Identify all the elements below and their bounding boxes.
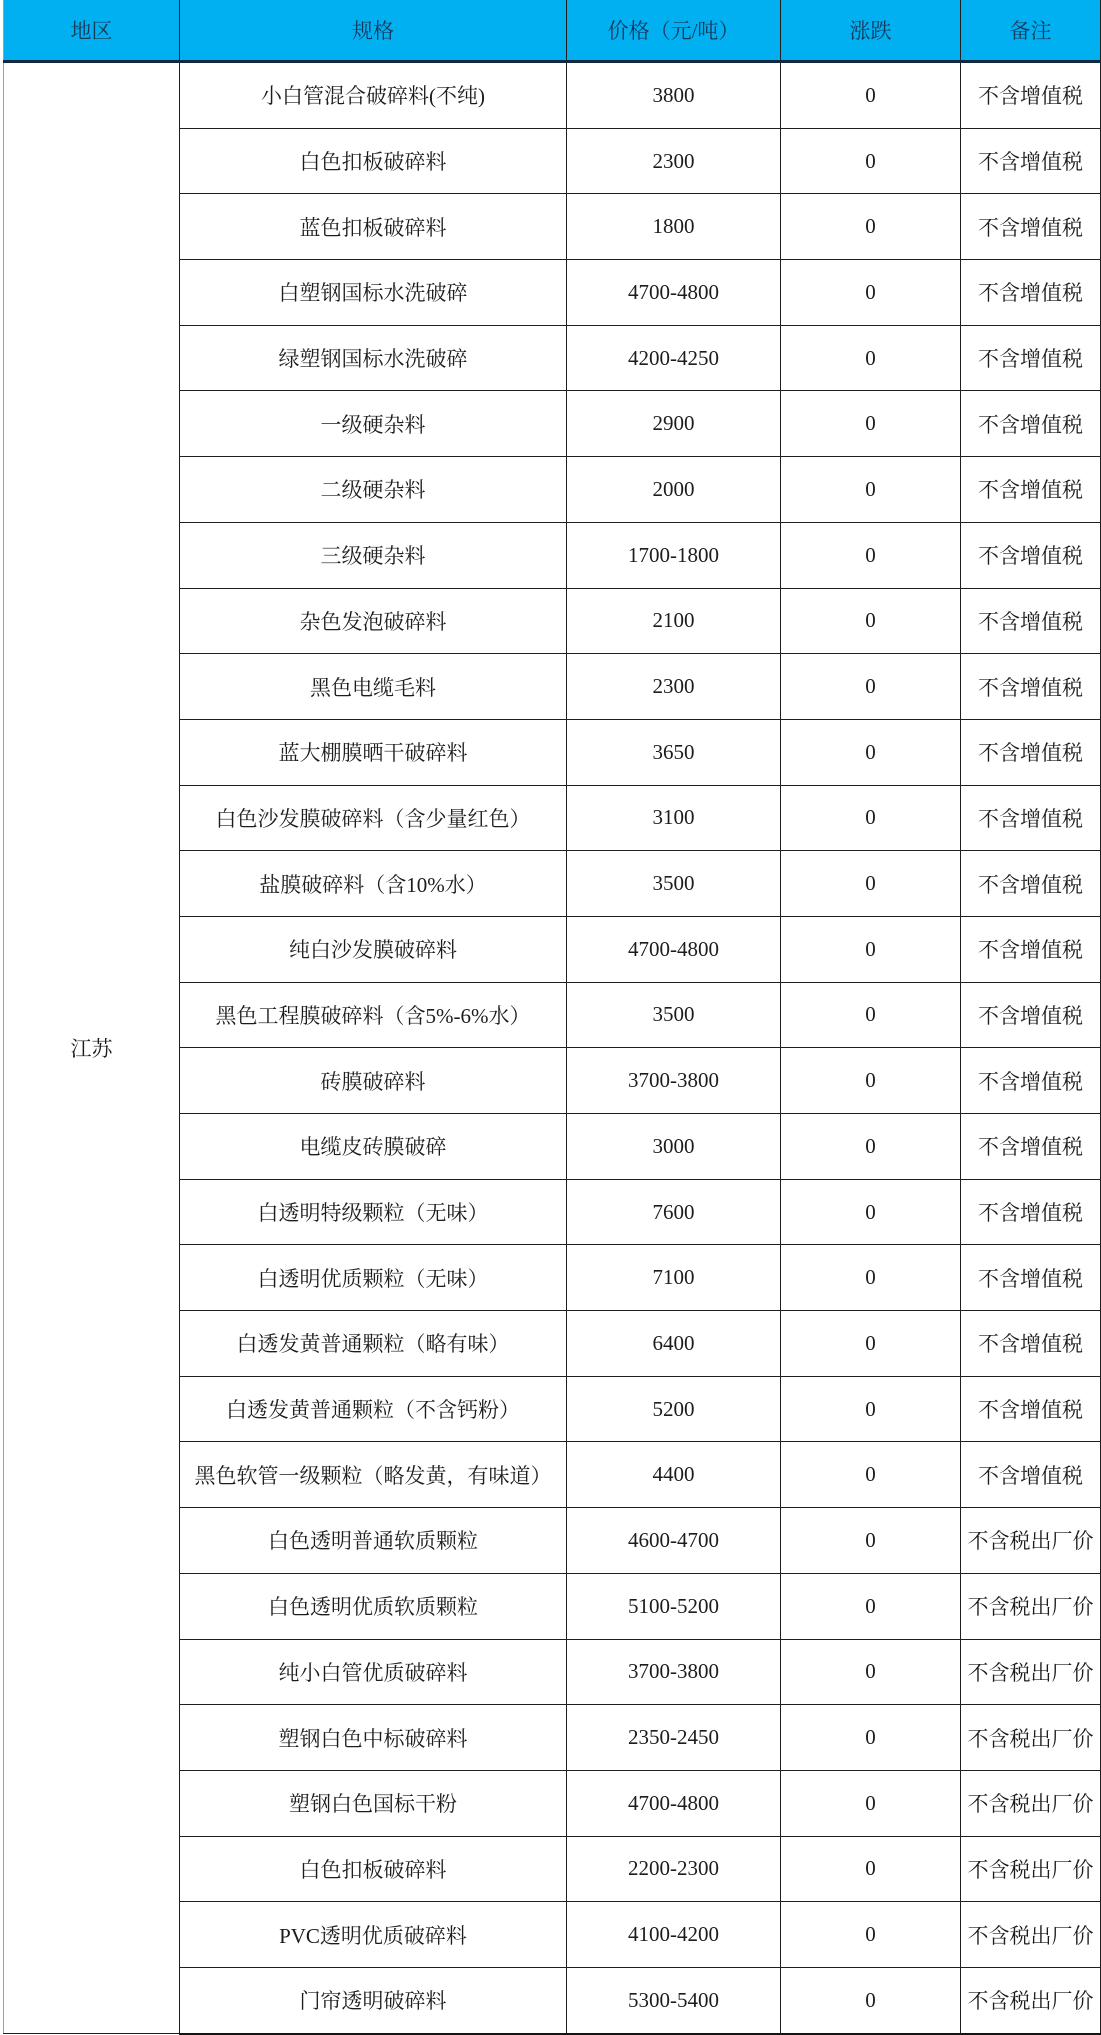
- note-cell: 不含增值税: [961, 1376, 1101, 1442]
- spec-cell: 纯小白管优质破碎料: [180, 1639, 567, 1705]
- price-cell: 3000: [567, 1114, 781, 1180]
- region-cell: 江苏: [4, 62, 180, 2034]
- change-cell: 0: [781, 1639, 961, 1705]
- spec-cell: 小白管混合破碎料(不纯): [180, 62, 567, 129]
- note-cell: 不含增值税: [961, 194, 1101, 260]
- price-cell: 3700-3800: [567, 1048, 781, 1114]
- spec-cell: 盐膜破碎料（含10%水）: [180, 851, 567, 917]
- price-cell: 5100-5200: [567, 1573, 781, 1639]
- spec-cell: 白色扣板破碎料: [180, 128, 567, 194]
- spec-cell: 黑色工程膜破碎料（含5%-6%水）: [180, 982, 567, 1048]
- change-cell: 0: [781, 522, 961, 588]
- table-body: [4, 62, 1101, 2034]
- price-cell: 4700-4800: [567, 1770, 781, 1836]
- change-cell: 0: [781, 654, 961, 720]
- note-cell: 不含税出厂价: [961, 1902, 1101, 1968]
- change-cell: 0: [781, 1442, 961, 1508]
- header-cell-change: 涨跌: [781, 0, 961, 62]
- spec-cell: 白透明特级颗粒（无味）: [180, 1179, 567, 1245]
- note-cell: 不含增值税: [961, 1179, 1101, 1245]
- header-cell-price: 价格（元/吨）: [567, 0, 781, 62]
- spec-cell: 门帘透明破碎料: [180, 1967, 567, 2033]
- spec-cell: 白色扣板破碎料: [180, 1836, 567, 1902]
- change-cell: 0: [781, 785, 961, 851]
- change-cell: 0: [781, 391, 961, 457]
- header-row: [4, 0, 1101, 62]
- header-cell-region: 地区: [4, 0, 180, 62]
- change-cell: 0: [781, 1114, 961, 1180]
- price-cell: 4700-4800: [567, 916, 781, 982]
- price-table: [3, 0, 1101, 2035]
- price-cell: 2350-2450: [567, 1705, 781, 1771]
- change-cell: 0: [781, 1967, 961, 2033]
- note-cell: 不含增值税: [961, 654, 1101, 720]
- change-cell: 0: [781, 1836, 961, 1902]
- note-cell: 不含税出厂价: [961, 1705, 1101, 1771]
- change-cell: 0: [781, 851, 961, 917]
- change-cell: 0: [781, 325, 961, 391]
- change-cell: 0: [781, 588, 961, 654]
- note-cell: 不含增值税: [961, 1245, 1101, 1311]
- spec-cell: 白透发黄普通颗粒（略有味）: [180, 1311, 567, 1377]
- spec-cell: 纯白沙发膜破碎料: [180, 916, 567, 982]
- spec-cell: 电缆皮砖膜破碎: [180, 1114, 567, 1180]
- note-cell: 不含增值税: [961, 128, 1101, 194]
- price-cell: 2000: [567, 457, 781, 523]
- spec-cell: 白色透明普通软质颗粒: [180, 1508, 567, 1574]
- price-cell: 7600: [567, 1179, 781, 1245]
- change-cell: 0: [781, 457, 961, 523]
- change-cell: 0: [781, 1311, 961, 1377]
- note-cell: 不含增值税: [961, 851, 1101, 917]
- price-cell: 5300-5400: [567, 1967, 781, 2033]
- header-cell-note: 备注: [961, 0, 1101, 62]
- price-cell: 3100: [567, 785, 781, 851]
- price-cell: 2100: [567, 588, 781, 654]
- price-cell: 3800: [567, 62, 781, 129]
- note-cell: 不含增值税: [961, 1114, 1101, 1180]
- change-cell: 0: [781, 1705, 961, 1771]
- change-cell: 0: [781, 1048, 961, 1114]
- note-cell: 不含增值税: [961, 916, 1101, 982]
- change-cell: 0: [781, 719, 961, 785]
- price-cell: 4400: [567, 1442, 781, 1508]
- spec-cell: 黑色电缆毛料: [180, 654, 567, 720]
- spec-cell: 三级硬杂料: [180, 522, 567, 588]
- note-cell: 不含增值税: [961, 260, 1101, 326]
- change-cell: 0: [781, 1245, 961, 1311]
- change-cell: 0: [781, 1573, 961, 1639]
- change-cell: 0: [781, 916, 961, 982]
- price-cell: 2900: [567, 391, 781, 457]
- price-cell: 5200: [567, 1376, 781, 1442]
- note-cell: 不含税出厂价: [961, 1573, 1101, 1639]
- spec-cell: 绿塑钢国标水洗破碎: [180, 325, 567, 391]
- note-cell: 不含增值税: [961, 785, 1101, 851]
- note-cell: 不含税出厂价: [961, 1836, 1101, 1902]
- spec-cell: 黑色软管一级颗粒（略发黄，有味道）: [180, 1442, 567, 1508]
- price-cell: 3500: [567, 982, 781, 1048]
- price-cell: 4700-4800: [567, 260, 781, 326]
- table-row: [4, 62, 1101, 129]
- spec-cell: 塑钢白色国标干粉: [180, 1770, 567, 1836]
- change-cell: 0: [781, 62, 961, 129]
- change-cell: 0: [781, 1376, 961, 1442]
- spec-cell: 塑钢白色中标破碎料: [180, 1705, 567, 1771]
- spec-cell: 砖膜破碎料: [180, 1048, 567, 1114]
- note-cell: 不含税出厂价: [961, 1639, 1101, 1705]
- price-cell: 1700-1800: [567, 522, 781, 588]
- note-cell: 不含增值税: [961, 325, 1101, 391]
- change-cell: 0: [781, 1902, 961, 1968]
- price-cell: 3500: [567, 851, 781, 917]
- price-cell: 6400: [567, 1311, 781, 1377]
- spec-cell: 白透明优质颗粒（无味）: [180, 1245, 567, 1311]
- spec-cell: 白透发黄普通颗粒（不含钙粉）: [180, 1376, 567, 1442]
- price-cell: 3700-3800: [567, 1639, 781, 1705]
- spec-cell: 白色沙发膜破碎料（含少量红色）: [180, 785, 567, 851]
- price-cell: 4200-4250: [567, 325, 781, 391]
- change-cell: 0: [781, 1770, 961, 1836]
- spec-cell: 白塑钢国标水洗破碎: [180, 260, 567, 326]
- change-cell: 0: [781, 194, 961, 260]
- spec-cell: PVC透明优质破碎料: [180, 1902, 567, 1968]
- note-cell: 不含增值税: [961, 588, 1101, 654]
- change-cell: 0: [781, 128, 961, 194]
- change-cell: 0: [781, 1179, 961, 1245]
- note-cell: 不含增值税: [961, 719, 1101, 785]
- note-cell: 不含税出厂价: [961, 1508, 1101, 1574]
- note-cell: 不含增值税: [961, 522, 1101, 588]
- spec-cell: 蓝色扣板破碎料: [180, 194, 567, 260]
- price-cell: 3650: [567, 719, 781, 785]
- spec-cell: 一级硬杂料: [180, 391, 567, 457]
- note-cell: 不含增值税: [961, 982, 1101, 1048]
- spec-cell: 蓝大棚膜晒干破碎料: [180, 719, 567, 785]
- note-cell: 不含增值税: [961, 457, 1101, 523]
- note-cell: 不含增值税: [961, 1048, 1101, 1114]
- change-cell: 0: [781, 260, 961, 326]
- price-cell: 7100: [567, 1245, 781, 1311]
- price-cell: 2300: [567, 128, 781, 194]
- price-cell: 2200-2300: [567, 1836, 781, 1902]
- note-cell: 不含增值税: [961, 1442, 1101, 1508]
- note-cell: 不含增值税: [961, 62, 1101, 129]
- spec-cell: 二级硬杂料: [180, 457, 567, 523]
- header-cell-spec: 规格: [180, 0, 567, 62]
- change-cell: 0: [781, 1508, 961, 1574]
- price-cell: 1800: [567, 194, 781, 260]
- spec-cell: 白色透明优质软质颗粒: [180, 1573, 567, 1639]
- table-header: [4, 0, 1101, 62]
- note-cell: 不含增值税: [961, 1311, 1101, 1377]
- note-cell: 不含税出厂价: [961, 1770, 1101, 1836]
- price-cell: 4100-4200: [567, 1902, 781, 1968]
- price-cell: 4600-4700: [567, 1508, 781, 1574]
- spec-cell: 杂色发泡破碎料: [180, 588, 567, 654]
- note-cell: 不含增值税: [961, 391, 1101, 457]
- price-cell: 2300: [567, 654, 781, 720]
- note-cell: 不含税出厂价: [961, 1967, 1101, 2033]
- change-cell: 0: [781, 982, 961, 1048]
